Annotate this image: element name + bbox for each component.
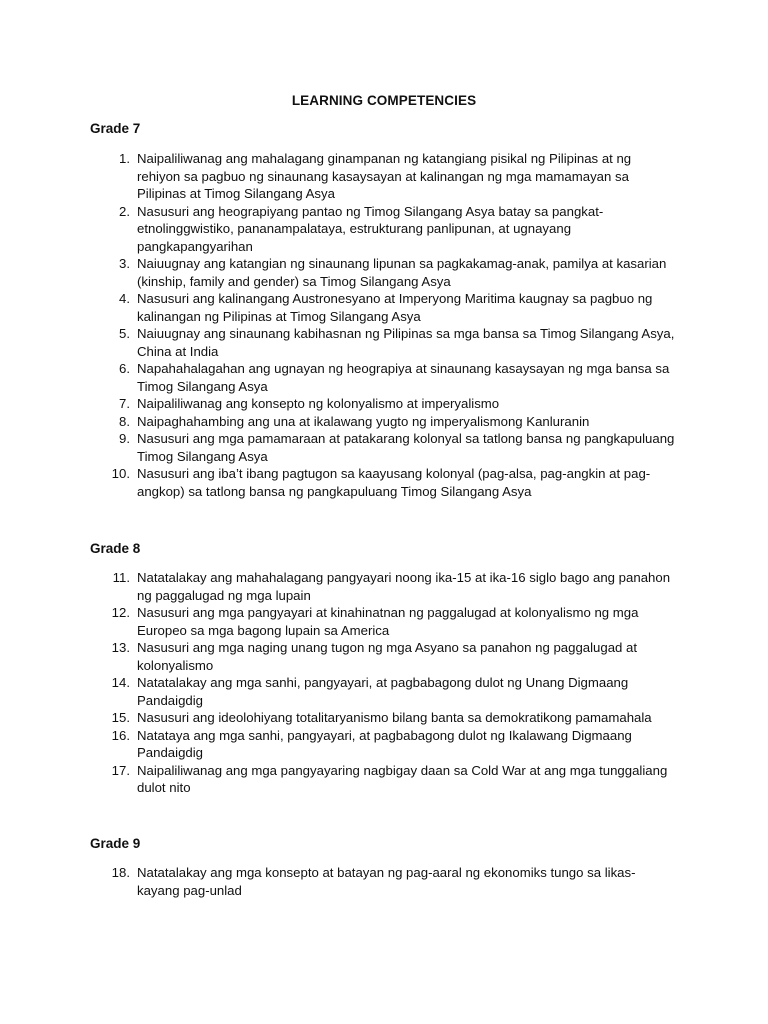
list-item	[0, 465, 768, 500]
item-number: 15.	[111, 710, 130, 725]
list-item	[0, 639, 768, 674]
item-number: 7.	[119, 396, 130, 411]
item-number: 8.	[119, 413, 130, 429]
list-item	[0, 430, 768, 465]
item-text: Natatalakay ang mga konsepto at batayan ng pag-aaral ng ekonomiks tungo sa likas-kayang pag-unlad	[137, 865, 636, 898]
list-item	[0, 709, 768, 727]
section-heading-grade-9: Grade 9	[90, 836, 141, 851]
list-item	[0, 864, 768, 899]
item-text: Naipaghahambing ang una at ikalawang yugto ng imperyalismong Kanluranin	[137, 413, 590, 429]
item-number: 12.	[111, 605, 130, 620]
item-text: Napahahalagahan ang ugnayan ng heograpiya at sinaunang kasaysayan ng mga bansa sa Timog Silangang Asya	[137, 361, 670, 394]
item-text: Natatalakay ang mga sanhi, pangyayari, at pagbabagong dulot ng Unang Digmaang Pandaigdig	[137, 675, 629, 708]
item-text: Nasusuri ang mga pamamaraan at patakarang kolonyal sa tatlong bansa ng pangkapuluang Timog Silangang Asya	[137, 431, 675, 464]
list-item	[0, 395, 768, 413]
list-item	[0, 150, 768, 203]
list-item	[0, 413, 768, 431]
item-text: Naipaliliwanag ang mga pangyayaring nagbigay daan sa Cold War at ang mga tunggaliang dulot nito	[137, 762, 668, 795]
item-text: Nasusuri ang iba’t ibang pagtugon sa kaayusang kolonyal (pag-alsa, pag-angkin at pag-angkop) sa tatlong bansa ng pangkapuluang Timog Silangang Asya	[137, 466, 651, 499]
item-number: 18.	[111, 865, 130, 880]
item-number: 13.	[111, 640, 130, 655]
list-item	[0, 360, 768, 395]
item-text: Naiuugnay ang sinaunang kabihasnan ng Pilipinas sa mga bansa sa Timog Silangang Asya, China at India	[137, 326, 675, 359]
item-number: 5.	[119, 326, 130, 341]
list-item	[0, 762, 768, 797]
item-text: Natatalakay ang mahahalagang pangyayari noong ika-15 at ika-16 siglo bago ang panahon ng paggalugad ng mga lupain	[137, 570, 671, 603]
item-text: Nasusuri ang mga naging unang tugon ng mga Asyano sa panahon ng paggalugad at kolonyalismo	[137, 640, 638, 673]
item-text: Nasusuri ang heograpiyang pantao ng Timog Silangang Asya batay sa pangkat-etnolinggwistiko, pananampalataya, estrukturang panlipunan, at ugnayang pangkapangyarihan	[137, 203, 604, 254]
item-number: 2.	[119, 203, 130, 219]
competency-list-grade-8	[0, 569, 768, 797]
competency-list-grade-7	[0, 150, 768, 500]
item-text: Naiuugnay ang katangian ng sinaunang lipunan sa pagkakamag-anak, pamilya at kasarian (kinship, family and gender) sa Timog Silangang Asya	[137, 256, 667, 289]
item-number: 3.	[119, 256, 130, 271]
item-text: Naipaliliwanag ang mahalagang ginampanan ng katangiang pisikal ng Pilipinas at ng rehiyon sa pagbuo ng sinaunang kasaysayan at kalinangan ng mga mamamayan sa Pilipinas at Timog Silangang Asya	[137, 151, 632, 201]
item-number: 14.	[111, 675, 130, 690]
list-item	[0, 569, 768, 604]
item-text: Nasusuri ang mga pangyayari at kinahinatnan ng paggalugad at kolonyalismo ng mga Europeo sa mga bagong lupain sa America	[137, 605, 639, 638]
item-number: 9.	[119, 431, 130, 446]
competency-list-grade-9	[0, 864, 768, 899]
item-text: Nasusuri ang ideolohiyang totalitaryanismo bilang banta sa demokratikong pamamahala	[137, 710, 652, 725]
document-title: LEARNING COMPETENCIES	[291, 93, 477, 108]
section-heading-grade-8: Grade 8	[90, 541, 141, 556]
list-item	[0, 203, 768, 256]
item-text: Natataya ang mga sanhi, pangyayari, at pagbabagong dulot ng Ikalawang Digmaang Pandaigdig	[137, 727, 632, 760]
list-item	[0, 290, 768, 325]
item-text: Nasusuri ang kalinangang Austronesyano at Imperyong Maritima kaugnay sa pagbuo ng kalinangan ng Pilipinas at Timog Silangang Asya	[137, 291, 653, 324]
list-item	[0, 674, 768, 709]
item-number: 10.	[111, 466, 130, 481]
list-item	[0, 325, 768, 360]
item-number: 16.	[111, 727, 130, 743]
item-number: 6.	[119, 361, 130, 376]
item-text: Naipaliliwanag ang konsepto ng kolonyalismo at imperyalismo	[137, 396, 500, 411]
item-number: 11.	[112, 570, 130, 585]
item-number: 17.	[111, 762, 130, 778]
list-item	[0, 727, 768, 762]
item-number: 1.	[119, 151, 130, 166]
section-heading-grade-7: Grade 7	[90, 121, 141, 136]
list-item	[0, 604, 768, 639]
list-item	[0, 255, 768, 290]
item-number: 4.	[119, 291, 130, 306]
